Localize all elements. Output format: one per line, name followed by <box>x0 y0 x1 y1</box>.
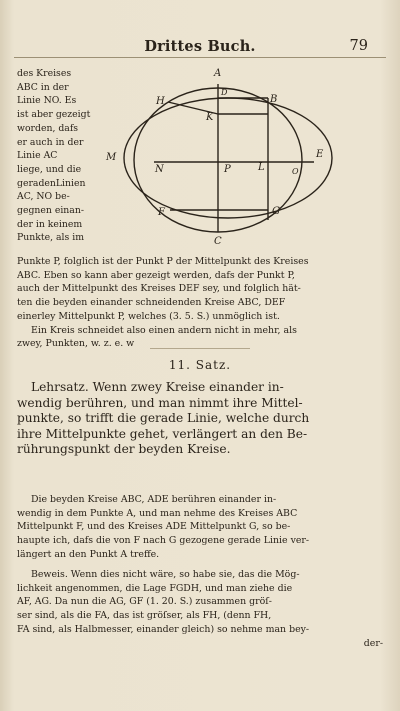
text-line: der in keinem <box>17 218 83 230</box>
chapter-title: Drittes Buch. <box>144 38 256 55</box>
label-o: O <box>292 167 299 176</box>
text-line: wendig berühren, und man nimmt ihre Mittel- <box>17 395 303 410</box>
section-separator <box>150 348 250 349</box>
label-k: K <box>206 112 214 123</box>
text-line: einerley Mittelpunkt P, welches (3. 5. S.) unmöglich ist. <box>17 310 280 322</box>
label-n: N <box>155 164 164 175</box>
paragraph-setup <box>17 493 383 562</box>
catchword: der- <box>363 637 383 649</box>
paragraph-proof <box>17 568 383 650</box>
text-line: er auch in der <box>17 136 84 148</box>
text-line: gegnen einan- <box>17 205 84 217</box>
text-line: ABC in der <box>17 81 69 93</box>
text-line: punkte, so trifft die gerade Linie, welche durch <box>17 411 310 425</box>
text-line: zwey, Punkten, w. z. e. w <box>17 338 135 350</box>
text-line: Punkte, als im <box>17 232 85 244</box>
text-line: geradenLinien <box>17 177 86 189</box>
label-f: F <box>158 207 165 218</box>
text-line: ihre Mittelpunkte gehet, verlängert an den Be- <box>17 426 308 441</box>
label-p: P <box>224 164 231 175</box>
circle-def <box>124 98 332 218</box>
text-line: Lehrsatz. Wenn zwey Kreise einander in- <box>31 380 284 394</box>
text-line: ist aber gezeigt <box>17 109 91 121</box>
text-line: Beweis. Wenn dies nicht wäre, so habe sie, das die Mög- <box>31 569 300 580</box>
label-a: A <box>214 68 222 79</box>
running-header <box>0 38 400 56</box>
text-line: worden, dafs <box>17 122 79 134</box>
text-line: längert an den Punkt A treffe. <box>17 548 160 560</box>
text-line: haupte ich, dafs die von F nach G gezogene gerade Linie ver- <box>17 535 310 547</box>
text-line: auch der Mittelpunkt des Kreises DEF sey, und folglich hät- <box>17 283 301 295</box>
label-l: L <box>258 162 265 173</box>
text-line: rührungspunkt der beyden Kreise. <box>17 442 231 456</box>
section-heading: 11. Satz. <box>168 358 232 372</box>
label-b: B <box>270 94 278 105</box>
text-line: des Kreises <box>17 68 72 79</box>
wrapped-text-column <box>17 67 101 245</box>
text-line: ABC. Eben so kann aber gezeigt werden, dafs der Punkt P, <box>17 269 295 281</box>
text-line: Die beyden Kreise ABC, ADE berühren einander in- <box>31 494 277 505</box>
label-h: H <box>156 96 165 107</box>
header-rule <box>14 57 386 58</box>
label-e: E <box>316 149 324 160</box>
label-g: G <box>272 206 280 217</box>
text-line: FA sind, als Halbmesser, einander gleich) so nehme man bey- <box>17 623 310 635</box>
text-line: ser sind, als die FA, das ist gröſser, als FH, (denn FH, <box>17 610 272 622</box>
label-d: D <box>221 88 228 97</box>
text-line: Linie AC <box>17 150 58 162</box>
text-line: Punkte P, folglich ist der Punkt P der Mittelpunkt des Kreises <box>17 256 309 267</box>
text-line: Ein Kreis schneidet also einen andern nicht in mehr, als <box>31 324 297 336</box>
page-number: 79 <box>349 38 368 54</box>
text-line: AC, NO be- <box>17 191 70 203</box>
text-line: Mittelpunkt F, und des Kreises ADE Mittelpunkt G, so be- <box>17 521 291 533</box>
label-m: M <box>106 152 117 163</box>
text-line: lichkeit angenommen, die Lage FGDH, und man ziehe die <box>17 582 293 594</box>
text-line: AF, AG. Da nun die AG, GF (1. 20. S.) zusammen gröſ- <box>17 596 272 608</box>
geometry-figure <box>100 62 350 254</box>
text-line: liege, und die <box>17 163 82 175</box>
label-c: C <box>214 236 222 247</box>
theorem-statement <box>17 380 383 458</box>
text-line: ten die beyden einander schneidenden Kreise ABC, DEF <box>17 297 286 309</box>
text-line: wendig in dem Punkte A, und man nehme des Kreises ABC <box>17 507 298 519</box>
paragraph-proof-end <box>17 255 383 351</box>
text-line: Linie NO. Es <box>17 95 77 107</box>
